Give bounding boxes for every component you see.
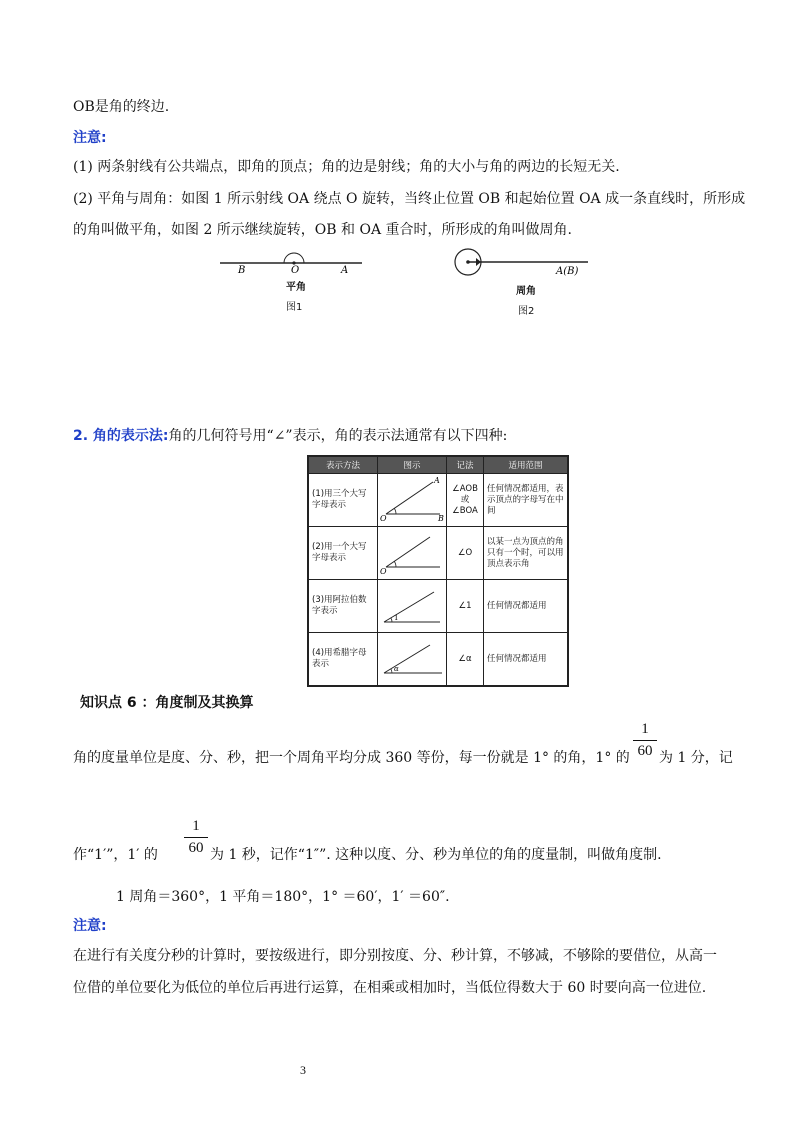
figure-caption: 图2 [518, 306, 535, 317]
fraction [633, 720, 657, 760]
table-row [308, 474, 568, 527]
point-label: A(B) [556, 266, 579, 277]
notation-cell: ∠AOB 或 ∠BOA [447, 474, 484, 527]
text-line: 作“1′”，1′ 的 [73, 847, 158, 863]
method-cell: (1)用三个大写字母表示 [308, 474, 378, 527]
scope-cell: 任何情况都适用 [484, 633, 569, 687]
section-heading: 知识点 6 ：角度制及其换算 [80, 695, 254, 711]
table-header-row [308, 456, 568, 474]
section-line [73, 426, 507, 446]
notation-cell: ∠1 [447, 580, 484, 633]
section-text: 角的几何符号用“∠”表示，角的表示法通常有以下四种: [168, 428, 508, 444]
point-label: B [438, 514, 444, 522]
diagram-cell [378, 474, 447, 527]
point-label: B [238, 265, 246, 276]
text-line: 在进行有关度分秒的计算时，要按级进行，即分别按度、分、秒计算，不够减，不够除的要借位，从高一 [73, 948, 717, 964]
point-label: A [434, 476, 440, 485]
point-label: O [380, 514, 387, 522]
vertex-dot [466, 260, 470, 264]
text-line: 角的度量单位是度、分、秒，把一个周角平均分成 360 等份，每一份就是 1° 的角，1° 的 [73, 750, 630, 766]
text-line: 的角叫做平角，如图 2 所示继续旋转，OB 和 OA 重合时，所形成的角叫做周角. [73, 222, 572, 238]
notation-cell: ∠O [447, 527, 484, 580]
angle-notation-table [307, 455, 569, 687]
angle-mark: 1 [394, 614, 399, 622]
table-row [308, 527, 568, 580]
table-header: 记法 [447, 456, 484, 474]
table-header: 图示 [378, 456, 447, 474]
text-line: (1) 两条射线有公共端点，即角的顶点；角的边是射线；角的大小与角的两边的长短无关. [73, 159, 620, 175]
diagram-cell [378, 527, 447, 580]
fraction-numerator: 1 [641, 721, 649, 737]
fraction [184, 817, 208, 857]
angle-diagram [378, 527, 446, 575]
scope-cell: 以某一点为顶点的角只有一个时，可以用顶点表示角 [484, 527, 569, 580]
notation-cell: ∠α [447, 633, 484, 687]
note-heading: 注意: [73, 918, 107, 934]
text-line: OB是角的终边. [73, 99, 170, 115]
angle-mark: α [394, 665, 399, 673]
fraction-bar [184, 837, 208, 838]
angle-diagram [378, 474, 446, 522]
figure-name: 平角 [286, 282, 306, 293]
section-heading: 2. 角的表示法: [73, 428, 169, 444]
page-number: 3 [300, 1063, 306, 1077]
method-cell: (4)用希腊字母表示 [308, 633, 378, 687]
figure-caption: 图1 [286, 302, 303, 313]
note-heading: 注意: [73, 130, 107, 146]
angle-diagram [378, 633, 446, 681]
text-line: 为 1 秒，记作“1″”. 这种以度、分、秒为单位的角的度量制，叫做角度制. [210, 847, 662, 863]
equation-line: 1 周角＝360°，1 平角＝180°，1° ＝60′，1′ ＝60″. [116, 889, 450, 905]
diagram-cell [378, 580, 447, 633]
fraction-denominator: 60 [637, 743, 653, 759]
table-row [308, 633, 568, 687]
point-label: O [291, 265, 300, 276]
table-header: 适用范围 [484, 456, 569, 474]
diagram-cell [378, 633, 447, 687]
method-cell: (3)用阿拉伯数字表示 [308, 580, 378, 633]
method-cell: (2)用一个大写字母表示 [308, 527, 378, 580]
table-row [308, 580, 568, 633]
table-header: 表示方法 [308, 456, 378, 474]
text-line: (2) 平角与周角：如图 1 所示射线 OA 绕点 O 旋转，当终止位置 OB 和起始位置 OA 成一条直线时，所形成 [73, 191, 746, 207]
fraction-numerator: 1 [192, 818, 200, 834]
text-line: 为 1 分，记 [659, 750, 733, 766]
text-line: 位借的单位要化为低位的单位后再进行运算，在相乘或相加时，当低位得数大于 60 时要向高一位进位. [73, 980, 707, 996]
angle-diagram [378, 580, 446, 628]
figure-name: 周角 [516, 286, 536, 297]
point-label: O [380, 567, 387, 575]
fraction-bar [633, 740, 657, 741]
scope-cell: 任何情况都适用 [484, 580, 569, 633]
point-label: A [341, 265, 349, 276]
fraction-denominator: 60 [188, 840, 204, 856]
scope-cell: 任何情况都适用，表示顶点的字母写在中间 [484, 474, 569, 527]
